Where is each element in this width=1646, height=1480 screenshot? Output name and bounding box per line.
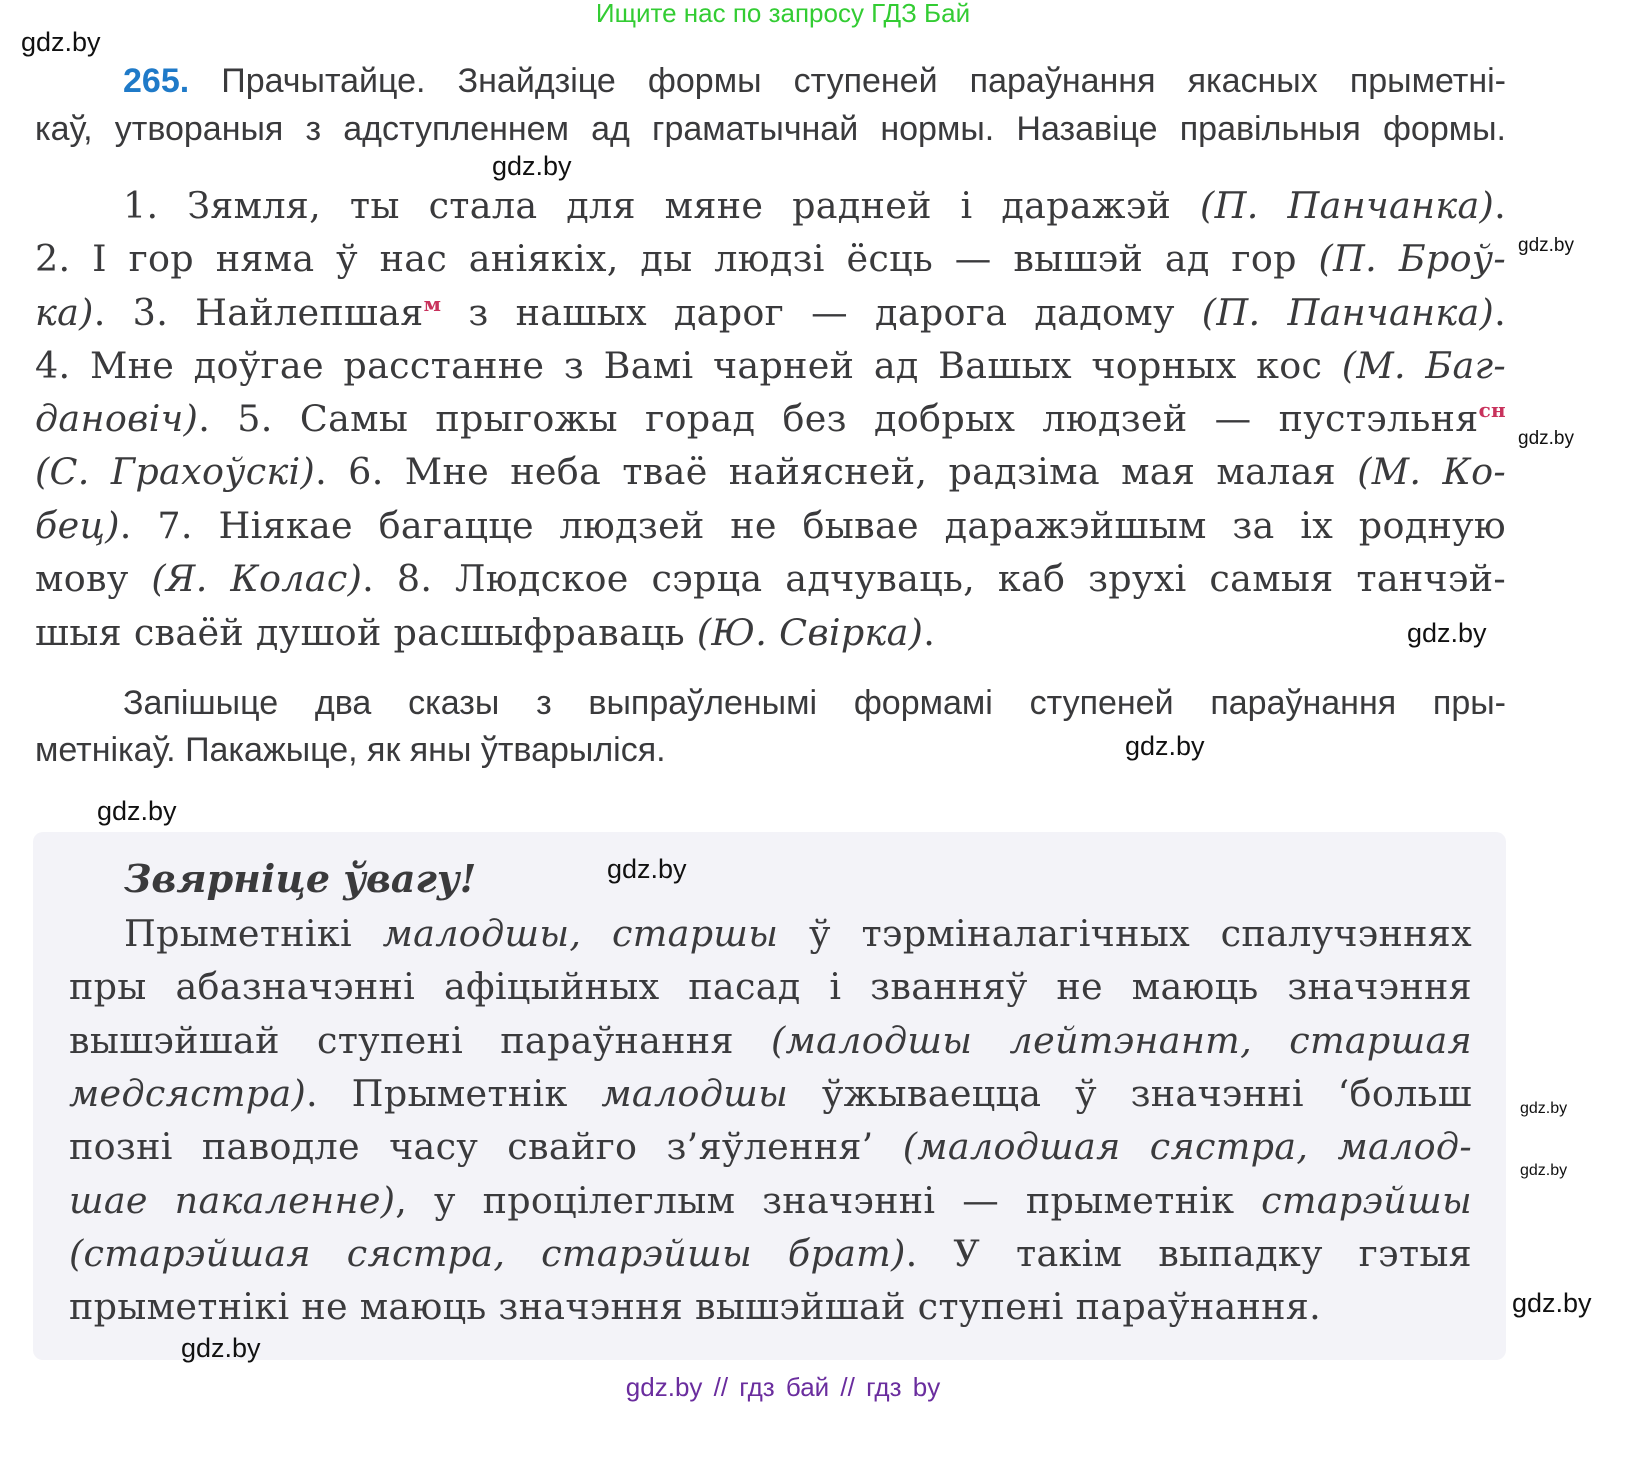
- task-text: Прачытайце. Знайдзіце формы ступеней параўнання якасных прыметні-: [189, 62, 1506, 100]
- watermark: gdz.by: [97, 796, 177, 826]
- task-line-1: [35, 57, 1506, 105]
- term: малодшы: [601, 1072, 789, 1115]
- example-line: [35, 499, 1506, 552]
- text: Прыметнікі: [124, 912, 383, 955]
- text: вышэйшай ступені параўнання: [69, 1019, 771, 1062]
- text: 1. Зямля, ты стала для мяне радней і даражэй: [123, 184, 1201, 227]
- author: бец): [35, 504, 120, 547]
- author: (М. Баг-: [1341, 344, 1506, 387]
- term: старэйшы: [1261, 1179, 1472, 1222]
- mark-superscript: сн: [1478, 398, 1506, 422]
- text: . 6. Мне неба тваё найясней, радзіма мая малая: [315, 450, 1358, 493]
- note-line: [69, 1227, 1472, 1280]
- example-line: [35, 606, 935, 659]
- note-line: пры абазначэнні афіцыйных пасад і званняў не маюць значэння: [69, 965, 1472, 1008]
- note-title: Звярніце ўвагу!: [124, 856, 477, 901]
- mark-superscript: м: [423, 292, 442, 316]
- text: позні паводле часу свайго з’яўлення’: [69, 1125, 903, 1168]
- text: . 5. Самы прыгожы горад без добрых людзей — пустэльня: [198, 397, 1479, 440]
- author: (П. Панчанка): [1201, 291, 1495, 334]
- example-line: [35, 232, 1506, 285]
- example-line: [35, 179, 1506, 232]
- author: (С. Грахоўскі): [35, 450, 316, 493]
- example-line: [35, 392, 1506, 445]
- text: 2. І гор няма ў нас аніякіх, ды людзі ёсць — вышэй ад гор: [35, 237, 1319, 280]
- example-line: [35, 339, 1506, 392]
- watermark: gdz.by: [1125, 731, 1205, 761]
- assignment-line-1: Запішыце два сказы з выпраўленымі формамі ступеней параўнання пры-: [123, 684, 1506, 722]
- search-hint-banner: Ищите нас по запросу ГДЗ Бай: [595, 0, 971, 28]
- example-line: [35, 286, 1506, 339]
- text: . 8. Людское сэрца адчуваць, каб зрухі самыя танчэй-: [362, 557, 1506, 600]
- text: з нашых дарог — дарога дадому: [441, 291, 1202, 334]
- watermark: gdz.by: [1518, 235, 1574, 256]
- note-line: [69, 1174, 1472, 1227]
- footer-links[interactable]: gdz.by // гдз бай // гдз by: [625, 1372, 941, 1402]
- note-line: [69, 1120, 1472, 1173]
- author: (Ю. Свірка): [696, 611, 924, 654]
- watermark: gdz.by: [1518, 428, 1574, 449]
- watermark: gdz.by: [607, 854, 687, 884]
- text: мову: [35, 557, 152, 600]
- author: дановіч): [35, 397, 199, 440]
- note-line: [69, 1014, 1472, 1067]
- text: .: [1494, 184, 1506, 227]
- watermark: gdz.by: [1512, 1288, 1592, 1318]
- text: ў тэрміналагічных спалучэннях: [778, 912, 1472, 955]
- text: .: [1494, 291, 1506, 334]
- text: . Прыметнік: [306, 1072, 602, 1115]
- text: , у процілеглым значэнні — прыметнік: [395, 1179, 1262, 1222]
- watermark: gdz.by: [21, 27, 101, 57]
- assignment-line-2: метнікаў. Пакажыце, як яны ўтварыліся.: [35, 731, 666, 769]
- text: ўжываецца ў значэнні ‘больш: [788, 1072, 1472, 1115]
- watermark: gdz.by: [1407, 618, 1487, 648]
- author: ка): [35, 291, 94, 334]
- term: малодшы, старшы: [382, 912, 779, 955]
- text: . 7. Ніякае багацце людзей не бывае даражэйшым за іх родную: [119, 504, 1506, 547]
- watermark: gdz.by: [181, 1333, 261, 1363]
- text: . У такім выпадку гэтыя: [905, 1232, 1473, 1275]
- watermark: gdz.by: [1520, 1100, 1568, 1117]
- note-line: [69, 1067, 1472, 1120]
- example: (малодшы лейтэнант, старшая: [771, 1019, 1472, 1062]
- example: медсястра): [69, 1072, 307, 1115]
- author: (П. Панчанка): [1200, 184, 1495, 227]
- task-line-2: каў, утвораныя з адступленнем ад граматычнай нормы. Назавіце правільныя формы.: [35, 110, 1506, 148]
- author: (П. Броў-: [1318, 237, 1506, 280]
- note-line: [69, 907, 1472, 960]
- task-number: 265.: [123, 62, 190, 100]
- example: шае пакаленне): [69, 1179, 396, 1222]
- text: .: [923, 611, 936, 654]
- example-line: [35, 552, 1506, 605]
- watermark: gdz.by: [492, 151, 572, 181]
- text: . 3. Найлепшая: [93, 291, 424, 334]
- example-line: [35, 445, 1506, 498]
- author: (М. Ко-: [1357, 450, 1506, 493]
- text: 4. Мне доўгае расстанне з Вамі чарней ад Вашых чорных кос: [35, 344, 1342, 387]
- author: (Я. Колас): [151, 557, 363, 600]
- watermark: gdz.by: [1520, 1162, 1568, 1179]
- example: (малодшая сястра, малод-: [902, 1125, 1472, 1168]
- note-line: прыметнікі не маюць значэння вышэйшай ступені параўнання.: [69, 1285, 1322, 1328]
- text: шыя сваёй душой расшыфраваць: [35, 611, 697, 654]
- example: (старэйшая сястра, старэйшы брат): [69, 1232, 906, 1275]
